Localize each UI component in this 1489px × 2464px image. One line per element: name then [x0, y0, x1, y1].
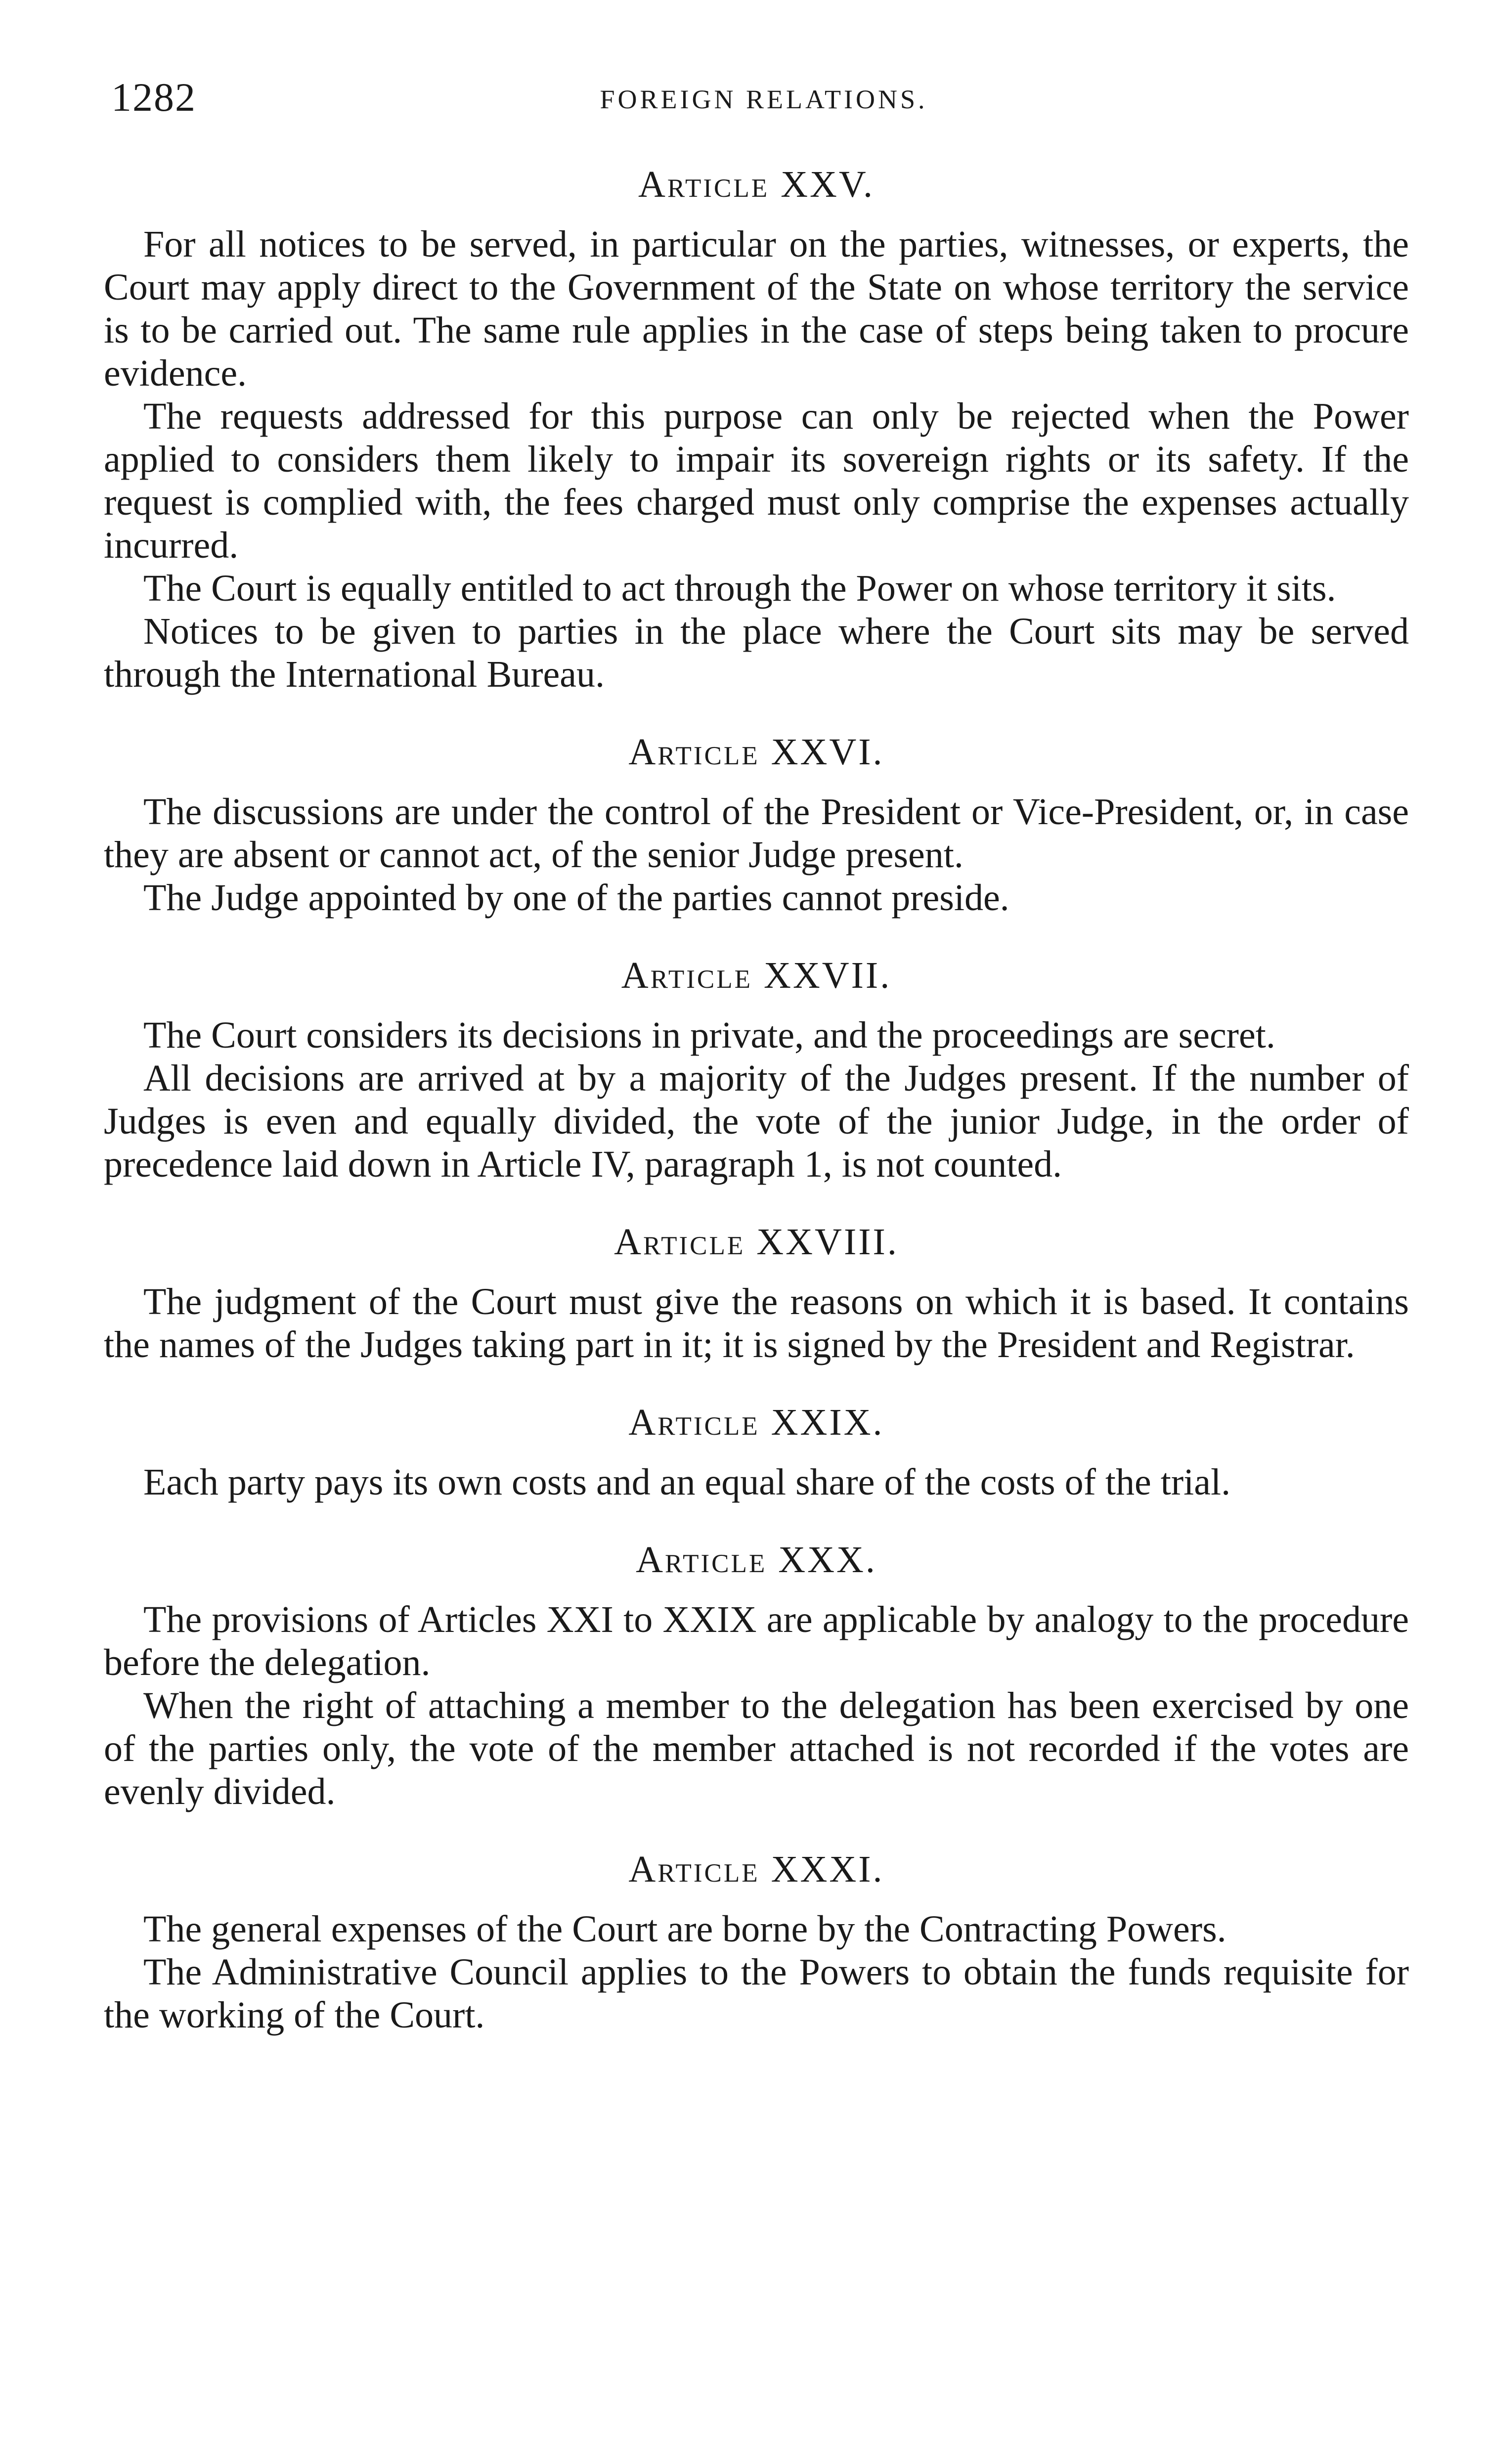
document-body [104, 163, 1409, 2071]
paragraph: The Court is equally entitled to act through the Power on whose territory it sits. [143, 568, 1336, 609]
article-xxvii [104, 954, 1409, 1186]
paragraph: For all notices to be served, in particular on the parties, witnesses, or experts, the Court may apply direct to the Government of the State on whose territory the service is to be carried out. The same rule applies in the case of steps being taken to procure evidence. [104, 223, 1409, 394]
paragraph: When the right of attaching a member to the delegation has been exercised by one of the parties only, the vote of the member attached is not recorded if the votes are evenly divided. [104, 1685, 1409, 1812]
article-xxvi [104, 731, 1409, 920]
paragraph: The discussions are under the control of the President or Vice-President, or, in case they are absent or cannot act, of the senior Judge present. [104, 791, 1409, 876]
running-head: FOREIGN RELATIONS. [600, 85, 928, 114]
article-heading: Article XXVIII. [614, 1221, 899, 1263]
article-xxviii [104, 1221, 1409, 1366]
paragraph: The provisions of Articles XXI to XXIX are applicable by analogy to the procedure before the delegation. [104, 1599, 1409, 1683]
paragraph: The requests addressed for this purpose can only be rejected when the Power applied to considers them likely to impair its sovereign rights or its safety. If the request is complied with, the fees charged must only comprise the expenses actually incurred. [104, 396, 1409, 566]
article-heading: Article XXXI. [628, 1848, 884, 1890]
article-xxxi [104, 1848, 1409, 2037]
paragraph: Each party pays its own costs and an equal share of the costs of the trial. [143, 1461, 1231, 1503]
article-xxix [104, 1401, 1409, 1504]
article-xxx [104, 1539, 1409, 1813]
paragraph: All decisions are arrived at by a majority of the Judges present. If the number of Judges is even and equally divided, the vote of the junior Judge, in the order of precedence laid down in Article IV, paragraph 1, is not counted. [104, 1057, 1409, 1185]
paragraph: The Judge appointed by one of the parties cannot preside. [143, 877, 1009, 919]
page-header [111, 74, 1416, 133]
article-heading: Article XXIX. [628, 1402, 884, 1443]
paragraph: The Administrative Council applies to the Powers to obtain the funds requisite for the working of the Court. [104, 1951, 1409, 2036]
paragraph: Notices to be given to parties in the place where the Court sits may be served through the International Bureau. [104, 611, 1409, 695]
paragraph: The judgment of the Court must give the reasons on which it is based. It contains the names of the Judges taking part in it; it is signed by the President and Registrar. [104, 1281, 1409, 1365]
article-heading: Article XXVI. [628, 731, 884, 773]
article-heading: Article XXVII. [621, 955, 892, 996]
paragraph: The general expenses of the Court are borne by the Contracting Powers. [143, 1908, 1226, 1950]
article-xxv [104, 163, 1409, 696]
paragraph: The Court considers its decisions in private, and the proceedings are secret. [143, 1014, 1275, 1056]
article-heading: Article XXX. [636, 1539, 877, 1581]
article-heading: Article XXV. [638, 164, 875, 205]
page-number: 1282 [111, 75, 196, 120]
